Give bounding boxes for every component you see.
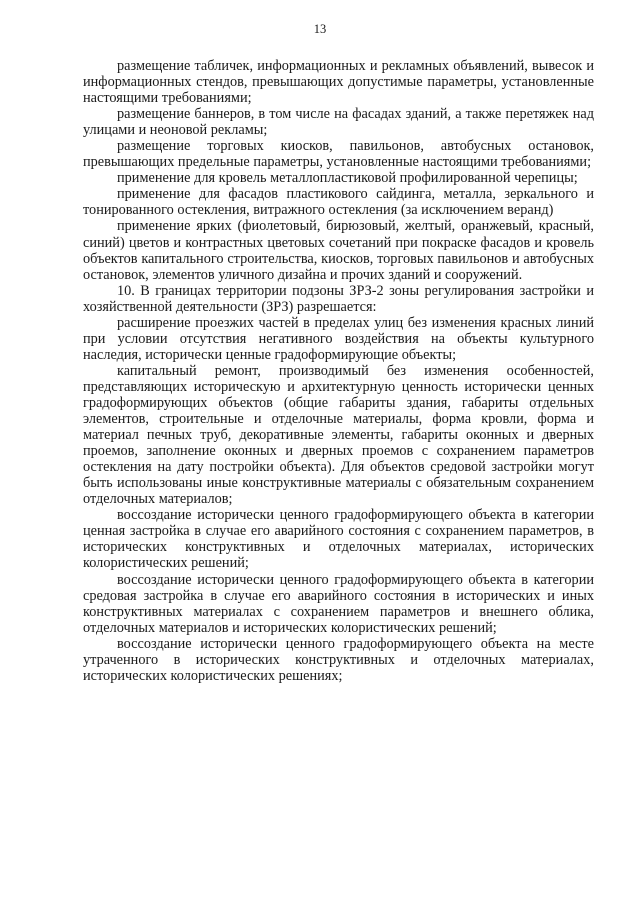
- paragraph-capital-repair: капитальный ремонт, производимый без изменения особенностей, представляющих историческую и архитектурную ценность исторически ценных градоформирующих объектов (общие габариты здания, габариты отдельных элементов, строительные и отделочные материалы, форма кровли, форма и материал печных труб, декоративные элементы, габариты оконных и дверных проемов, заполнение оконных и дверных проемов с сохранением параметров остекления на дату постройки объекта). Для объектов средовой застройки могут быть использованы иные конструктивные материалы с обязательным сохранением отделочных материалов;: [83, 362, 594, 508]
- paragraph-roof-tiles: применение для кровель металлопластиковой профилированной черепицы;: [117, 170, 578, 187]
- paragraph-road-widening: расширение проезжих частей в пределах улиц без изменения красных линий при условии отсутствия негативного воздействия на объекты культурного наследия, исторически ценные градоформирующие объекты;: [83, 314, 594, 363]
- paragraph-facade-materials: применение для фасадов пластикового сайдинга, металла, зеркального и тонированного остекления, витражного остекления (за исключением веранд): [83, 186, 594, 219]
- page-number: 13: [313, 22, 327, 36]
- paragraph-kiosks: размещение торговых киосков, павильонов, автобусных остановок, превышающих предельные параметры, установленные настоящими требованиями;: [83, 138, 594, 171]
- paragraph-section-10-heading: 10. В границах территории подзоны ЗРЗ-2 зоны регулирования застройки и хозяйственной деятельности (ЗРЗ) разрешается:: [83, 282, 594, 315]
- paragraph-reconstruction-valuable: воссоздание исторически ценного градоформирующего объекта в категории ценная застройка в случае его аварийного состояния с сохранением параметров, в исторических конструктивных и отделочных материалах, исторических колористических решений;: [83, 507, 594, 572]
- paragraph-reconstruction-environmental: воссоздание исторически ценного градоформирующего объекта в категории средовая застройка в случае его аварийного состояния в исторических и иных конструктивных материалах с сохранением параметров и внешнего облика, отделочных материалов и исторических колористических решений;: [83, 571, 594, 636]
- paragraph-banners: размещение баннеров, в том числе на фасадах зданий, а также перетяжек над улицами и неоновой рекламы;: [83, 106, 594, 139]
- paragraph-signage: размещение табличек, информационных и рекламных объявлений, вывесок и информационных стендов, превышающих допустимые параметры, установленные настоящими требованиями;: [83, 58, 594, 107]
- paragraph-reconstruction-lost: воссоздание исторически ценного градоформирующего объекта на месте утраченного в исторических конструктивных и отделочных материалах, исторических колористических решениях;: [83, 635, 594, 684]
- paragraph-bright-colors: применение ярких (фиолетовый, бирюзовый, желтый, оранжевый, красный, синий) цветов и контрастных цветовых сочетаний при покраске фасадов и кровель объектов капитального строительства, киосков, торговых павильонов и автобусных остановок, элементов уличного дизайна и прочих зданий и сооружений.: [83, 218, 594, 283]
- document-body: [83, 58, 594, 684]
